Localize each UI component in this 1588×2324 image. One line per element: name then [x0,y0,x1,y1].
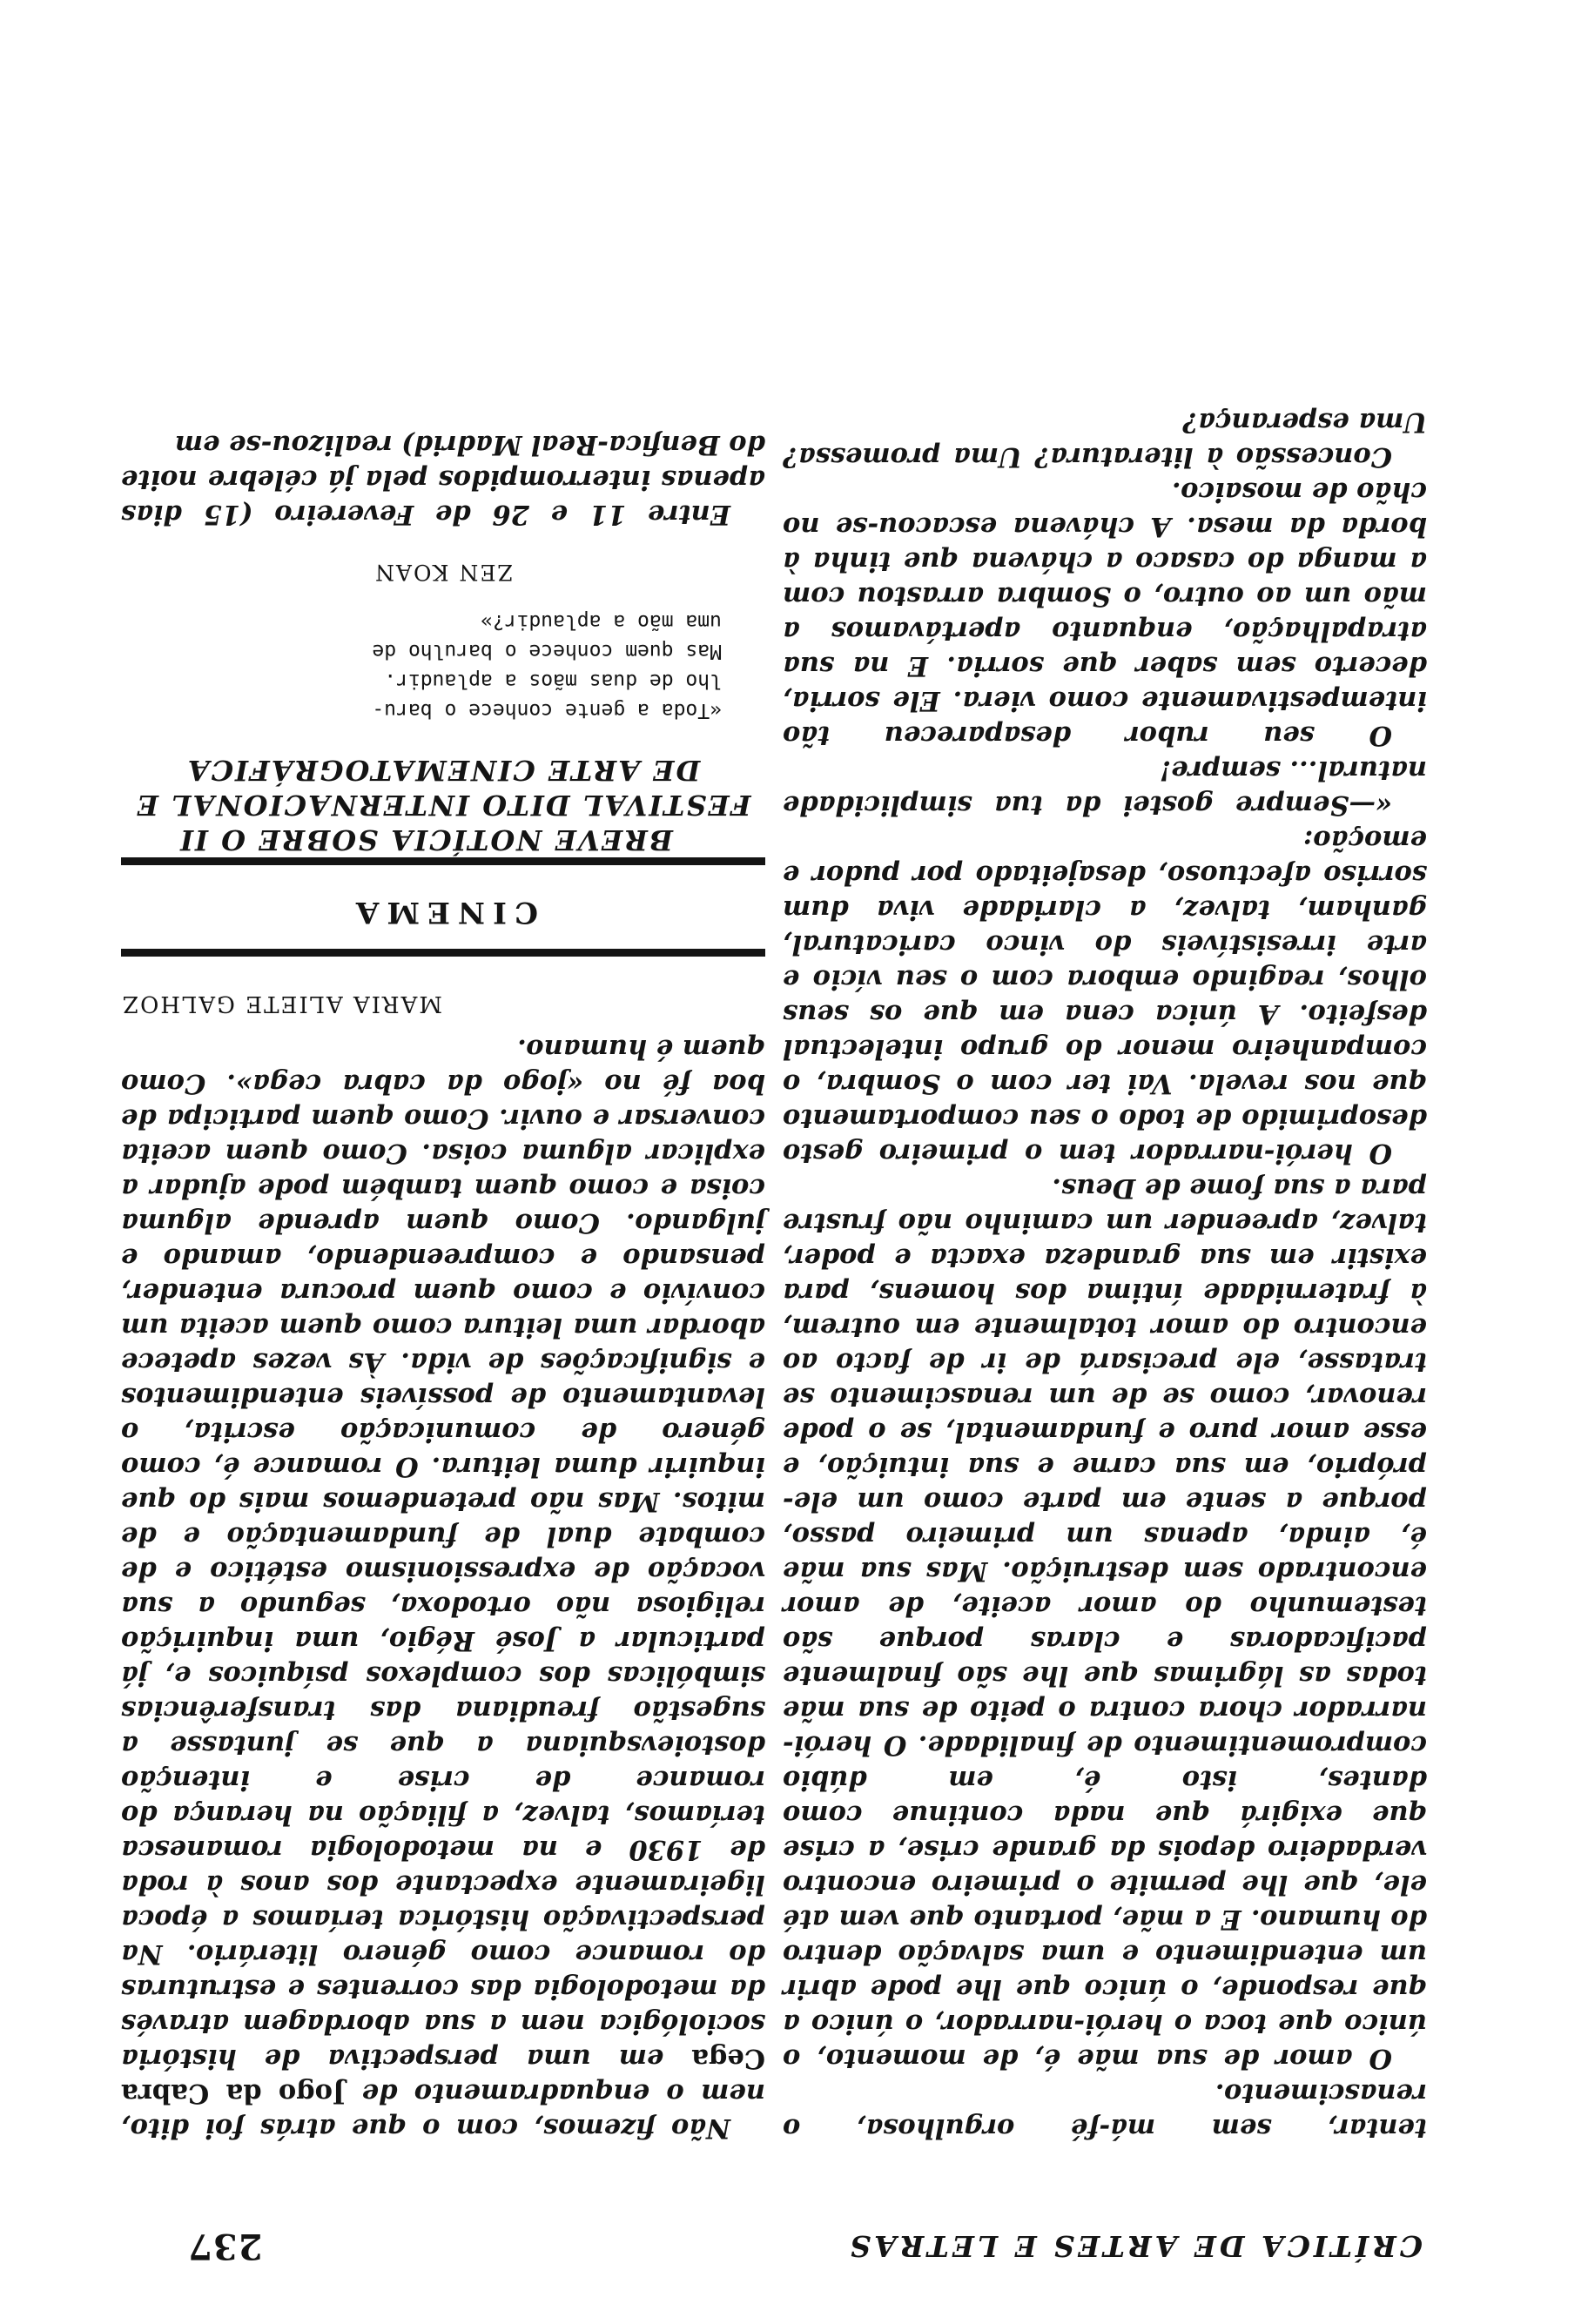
paragraph: Concessão à literatura? Uma promessa? Uma esperança? [783,406,1427,473]
right-column [121,427,765,2146]
article-headline: BREVE NOTÍCIA SOBRE O II FESTIVAL DITO INTERNACIONAL E DE ARTE CINEMATOGRÁFICA [135,754,751,856]
page-number: 237 [187,2226,263,2267]
left-column [783,405,1427,2146]
epigraph [165,607,722,725]
epigraph-line: Mas quem conhece o barulho de [372,640,722,662]
paragraph: O amor de sua mãe é, de momento, o único que toca o herói-narrador, o único a que responde, o único que lhe pode abrir um entendimento e uma salvação dentro do humano. E a mãe, portanto que vem até ele, que lhe permite o primeiro encontro verdadeiro depois da grande crise, a crise que exigirá que nada continue como dantes, isto é, em dúbio compromentimento de finalidade. O herói-narrador chora contra o peito de sua mãe todas as lágrimas que lhe são finalmente pacificadoras e claras porque são testemunho do amor aceite, de amor encontrado sem destruição. Mas sua mãe é, ainda, apenas um primeiro passo, porque a sente em parte como um ele-próprio, em sua carne e sua intuição, e esse amor puro e fundamental, se o pode renovar, como se de um renascimento se tratasse, ele precisará de ir de facto ao encontro do amor totalmente em outrem, à fraternidade íntima dos homens, para existir em sua grandeza exacta e poder, talvez, apreender um caminho não frustre para a sua fome de Deus. [783,1172,1427,2074]
article-author: MARIA ALIETE GALHOZ [121,991,443,1017]
lead-paragraph [121,1031,765,2146]
section-rule-top [121,949,765,957]
running-header [0,2211,1588,2267]
lead-text-end: em uma perspectiva de história sociológica nem a sua abordagem através da metodologia das correntes e estruturas do romance como género literário. Na perspectivação histórica teríamos a época ligeiramente expectante dos anos à roda de 1930 e na metodologia romanesca teríamos, talvez, a filiação na herança do romance de crise e intenção dostoievsquiana a que se juntasse a sugestão freudiana das transferências simbólicas dos complexos psíquicos e, já particular a José Régio, uma inquirição religiosa não ortodoxa, segundo a sua vocação de expressionismo estético e de combate dual de fundamentação e de mitos. Mas não pretendemos mais do que inquirir duma leitura. O romance é, como género de comunicação escrita, o levantamento de possíveis entendimentos e significações de vida. Às vezes apetece abordar uma leitura como quem aceita um convívio e como quem procura entender, pensando e compreendendo, amando e julgando. Como quem aprende alguma coisa e como quem também pode ajudar a explicar alguma coisa. Como quem aceita conversar e ouvir. Como quem participa de boa fé no «jogo da cabra cega». Como quem é humano. [121,1033,765,2074]
epigraph-line: uma mão a aplaudir?» [481,610,722,633]
book-title: Jogo da Cabra Cega [120,2043,765,2109]
paragraph: Entre 11 e 26 de Fevereiro (15 dias apenas interrompidos pela já célebre noite do Benfica-Real Madrid) realizou-se em [121,429,765,530]
epigraph-line: «Toda a gente conhece o baru- [372,699,722,722]
paragraph: O seu rubor desapareceu tão intempestivamente como viera. Ele sorria, decerto sem saber que sorria. E na sua atrapalhação, enquanto apertávamos a mão um ao outro, o Sombra arrastou com a manga do casaco a chávena que tinha à borda da mesa. A chávena escacou-se no chão de mosaico. [783,476,1427,751]
paragraph: «—Sempre gostei da tua simplicidade natural... sempre! [783,755,1427,821]
epigraph-attribution: ZEN KOAN [373,560,513,585]
section-title: CINEMA [348,895,538,930]
running-title: CRÍTICA DE ARTES E LETRAS [846,2229,1423,2263]
section-rule-bottom [121,857,765,865]
lead-text-start: Não fizemos, com o que atrás foi dito, nem o enquadramento de [121,2078,765,2144]
epigraph-line: lho de duas mãos a aplaudir. [384,669,722,692]
paragraph: O herói-narrador tem o primeiro gesto desoprimido de todo o seu comportamento que nos revela. Vai ter com o Sombra, o companheiro menor do grupo intelectual desfeito. A única cena em que os seus olhos, reagindo embora com o seu vício e arte irresistíveis do vinco caricatural, ganham, talvez, a claridade viva dum sorriso afectuoso, desajeitado por pudor e emoção: [783,824,1427,1169]
paragraph: tentar, sem má-fé orgulhosa, o renascimento. [783,2078,1427,2144]
